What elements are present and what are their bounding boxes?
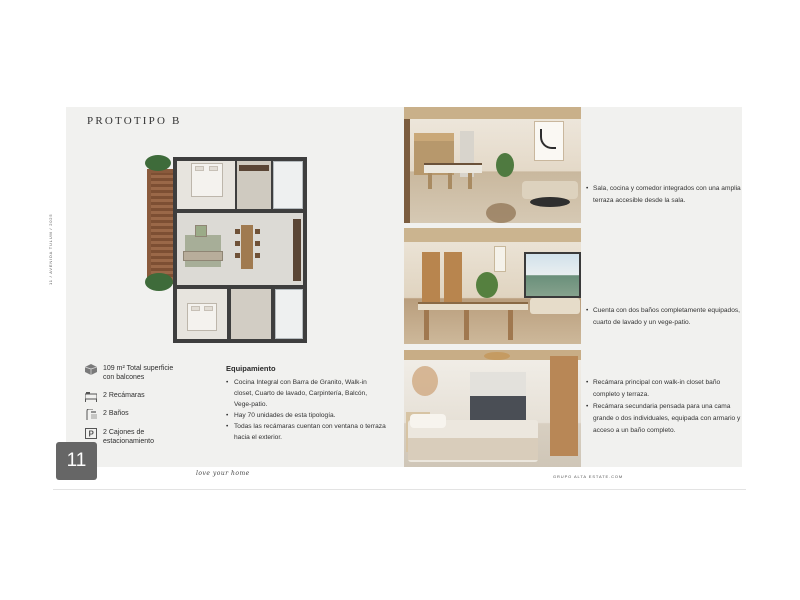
- equipment-item: • Cocina Integral con Barra de Granito, Walk-in closet, Cuarto de lavado, Carpintería, Balcón, Vege-patio.: [226, 377, 386, 410]
- plant-icon: [145, 273, 173, 291]
- bed-icon: [85, 391, 97, 402]
- spec-area: 109 m² Total superficie con balcones: [85, 364, 183, 382]
- bed-icon: [187, 303, 217, 331]
- website-text: GRUPO ALTA ESTATE.COM: [553, 474, 624, 479]
- cube-icon: [85, 364, 97, 375]
- bathroom-2: [275, 289, 303, 339]
- render-dining: [404, 228, 581, 344]
- render-bedroom: [404, 350, 581, 467]
- side-caption: 11 / AVENIDA TULUM / 2025: [48, 213, 53, 285]
- parking-icon: [85, 428, 97, 439]
- equipment-item: • Todas las recámaras cuentan con ventana o terraza hacia el exterior.: [226, 421, 386, 443]
- caption-bedrooms: • Recámara principal con walk-in closet baño completo y terraza. • Recámara secundaria pensada para una cama grande o dos individuales, equipada con armario y acceso a un baño completo.: [586, 377, 746, 437]
- equipment-section: [226, 364, 386, 443]
- floor-plan: [145, 155, 310, 345]
- laundry: [231, 289, 271, 339]
- bed-icon: [191, 163, 223, 197]
- plant-icon: [145, 155, 171, 171]
- spec-parking: P 2 Cajones de estacionamiento: [85, 428, 183, 446]
- equipment-heading: Equipamiento: [226, 364, 276, 373]
- page-divider: [53, 489, 746, 490]
- bathroom-1: [273, 161, 303, 209]
- shower-icon: [85, 409, 97, 420]
- render-living-kitchen: [404, 107, 581, 223]
- signature: love your home: [196, 470, 250, 477]
- page-number-badge: 11: [56, 442, 97, 480]
- spec-bedrooms: 2 Recámaras: [85, 391, 183, 402]
- caption-living: • Sala, cocina y comedor integrados con una amplia terraza accesible desde la sala.: [586, 183, 746, 207]
- equipment-item: • Hay 70 unidades de esta tipología.: [226, 410, 386, 421]
- dining-table: [241, 225, 253, 269]
- sofa-icon: [183, 251, 223, 261]
- svg-text:P: P: [88, 429, 94, 439]
- caption-baths: • Cuenta con dos baños completamente equipados, cuarto de lavado y un vege-patio.: [586, 305, 746, 329]
- page-title: PROTOTIPO B: [87, 115, 182, 127]
- spec-bathrooms: 2 Baños: [85, 409, 183, 420]
- kitchen-counter: [293, 219, 301, 281]
